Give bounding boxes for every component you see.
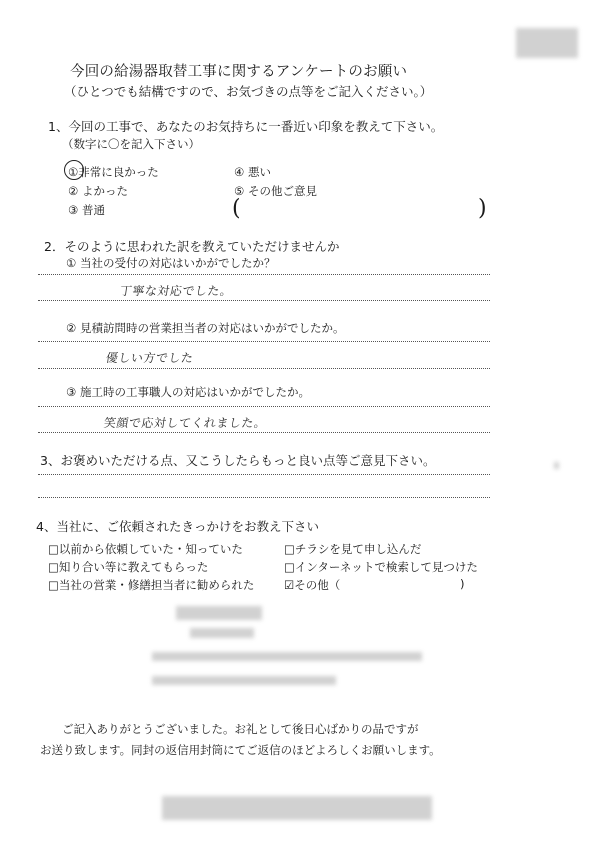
answer-line xyxy=(38,341,490,342)
question-4: 4、当社に、ご依頼されたきっかけをお教え下さい xyxy=(36,519,319,534)
checkbox-internet[interactable]: □インターネットで検索して見つけた xyxy=(284,560,478,574)
closing-line-1: ご記入ありがとうございました。お礼として後日心ばかりの品ですが xyxy=(62,722,419,736)
redacted-company-line xyxy=(190,628,254,638)
answer-line xyxy=(38,497,490,498)
answer-craftsman[interactable]: 笑顔で応対してくれました。 xyxy=(102,416,268,430)
redacted-footer xyxy=(162,796,432,820)
answer-line xyxy=(38,300,490,301)
opinion-paren-close: ) xyxy=(478,196,487,221)
question-3: 3、お褒めいただける点、又こうしたらもっと良い点等ご意見下さい。 xyxy=(40,453,436,468)
survey-subtitle: （ひとつでも結構ですので、お気づきの点等をご記入ください。） xyxy=(64,84,433,99)
question-2-sub-3: ③ 施工時の工事職人の対応はいかがでしたか。 xyxy=(66,385,310,399)
other-paren-close: ) xyxy=(460,577,465,591)
survey-title: 今回の給湯器取替工事に関するアンケートのお願い xyxy=(70,64,408,80)
answer-reception[interactable]: 丁寧な対応でした。 xyxy=(118,284,234,298)
answer-sales-staff[interactable]: 優しい方でした xyxy=(104,351,195,365)
stray-mark xyxy=(554,462,559,469)
answer-line xyxy=(38,406,490,407)
opinion-paren-open: ( xyxy=(232,196,241,221)
question-2: 2．そのように思われた訳を教えていただけませんか xyxy=(44,239,340,254)
checkbox-referral[interactable]: □知り合い等に教えてもらった xyxy=(48,560,209,574)
redacted-corner-mark xyxy=(516,28,578,58)
option-good[interactable]: ② よかった xyxy=(68,184,128,198)
redacted-company-name xyxy=(176,606,262,620)
checkbox-flyer[interactable]: □チラシを見て申し込んだ xyxy=(284,542,422,556)
checkbox-known-before[interactable]: □以前から依頼していた・知っていた xyxy=(48,542,243,556)
option-very-good[interactable]: ①非常に良かった xyxy=(68,165,159,179)
question-1: 1、今回の工事で、あなたのお気持ちに一番近い印象を教えて下さい。 xyxy=(48,119,444,134)
closing-line-2: お送り致します。同封の返信用封筒にてご返信のほどよろしくお願いします。 xyxy=(40,743,441,757)
redacted-address-line xyxy=(152,652,422,661)
answer-line xyxy=(38,368,490,369)
option-other-opinion[interactable]: ⑤ その他ご意見 xyxy=(234,184,317,198)
option-normal[interactable]: ③ 普通 xyxy=(68,203,105,217)
answer-line xyxy=(38,432,490,433)
checkbox-sales-recommended[interactable]: □当社の営業・修繕担当者に勧められた xyxy=(48,578,255,592)
answer-line xyxy=(38,274,490,275)
answer-line xyxy=(38,474,490,475)
checkbox-other[interactable]: ☑その他（ xyxy=(284,578,341,592)
option-bad[interactable]: ④ 悪い xyxy=(234,165,271,179)
question-1-note: （数字に〇を記入下さい） xyxy=(62,137,200,151)
question-2-sub-2: ② 見積訪問時の営業担当者の対応はいかがでしたか。 xyxy=(66,321,345,335)
question-2-sub-1: ① 当社の受付の対応はいかがでしたか？ xyxy=(66,256,276,270)
redacted-phone-line xyxy=(152,676,336,685)
